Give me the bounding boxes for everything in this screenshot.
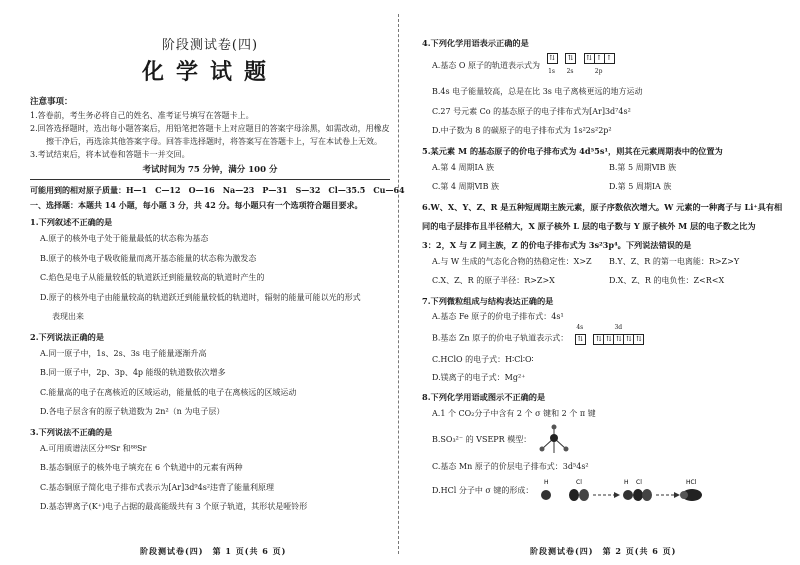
orbital-2p: ⇅ ↑ ↑ 2p	[584, 48, 614, 75]
option-c: C.27 号元素 Co 的基态原子的电子排布式为[Ar]3d⁷4s²	[432, 106, 631, 116]
label-h: H	[543, 478, 549, 486]
option-b-text: B.SO₃²⁻ 的 VSEPR 模型：	[432, 435, 532, 444]
option-b-text: B.基态 Zn 原子的价电子轨道表示式：	[432, 333, 569, 342]
option-a	[422, 50, 786, 82]
option-a: A.同一原子中，1s、2s、3s 电子能量逐渐升高	[40, 348, 207, 358]
notice-line: 1.答卷前，考生务必将自己的姓名、准考证号填写在答题卡上。	[30, 111, 254, 120]
orbital-diagram-o	[547, 48, 620, 80]
label-hcl: HCl	[685, 478, 697, 486]
options-row	[422, 271, 786, 291]
option-a: A.第 4 周期ⅠA 族	[432, 162, 494, 172]
question-4: 4.下列化学用语表示正确的是	[422, 38, 529, 48]
option-a: A.可用质谱法区分⁴⁰Sr 和⁸⁸Sr	[40, 443, 147, 453]
divider-line	[30, 179, 390, 180]
notice-line: 擦干净后，再选涂其他答案字母。回答非选择题时，将答案写在答题卡上，写在本试卷上无效。	[46, 137, 382, 146]
label-cl: Cl	[635, 478, 642, 486]
option-b: B.同一原子中，2p、3p、4p 能级的轨道数依次增多	[40, 368, 226, 377]
option-c: C.基态 Mn 原子的价层电子排布式：3d⁵4s²	[432, 462, 589, 471]
options-row	[422, 252, 786, 272]
option-d: D.基态钾离子(K⁺)电子占据的最高能级共有 3 个原子轨道，其形状是哑铃形	[40, 502, 308, 511]
option-c: C.能量高的电子在离核近的区域运动，能量低的电子在离核远的区域运动	[40, 387, 297, 397]
option-b: B.4s 电子能量较高，总是在比 3s 电子离核更远的地方运动	[432, 87, 643, 96]
label-h: H	[623, 478, 629, 486]
atomic-masses: 可能用到的相对原子质量：H—1 C—12 O—16 Na—23 P—31 S—32 Cl—35.5 Cu—64	[30, 185, 405, 195]
label-cl: Cl	[575, 478, 582, 486]
option-d: D.各电子层含有的原子轨道数为 2n²（n 为电子层）	[40, 407, 225, 416]
question-8: 8.下列化学用语或图示不正确的是	[422, 391, 546, 402]
question-6-cont: 3：2，X 与 Z 同主族，Z 的价电子排布式为 3s²3p⁴。下列说法错误的是	[422, 239, 692, 250]
option-d-cont: 表现出来	[52, 312, 84, 321]
option-b	[422, 423, 786, 457]
option-d: D.中子数为 8 的碳原子的电子排布式为 1s²2s²2p²	[432, 126, 612, 135]
option-b: B.第 5 周期ⅥB 族	[609, 162, 677, 172]
exam-title: 阶段测试卷(四)	[161, 38, 259, 53]
option-c: C.基态铜原子简化电子排布式表示为[Ar]3d⁹4s²违背了能量利原理	[40, 482, 275, 492]
option-c: C.焰色是电子从能量较低的轨道跃迁到能量较高的轨道时产生的	[40, 273, 265, 282]
option-a: A.1 个 CO₂分子中含有 2 个 σ 键和 2 个 π 键	[432, 408, 596, 418]
subject-title: 化学试题	[141, 60, 278, 85]
question-6-cont: 同的电子层排布且半径稍大，X 原子核外 L 层的电子数与 Y 原子核外 M 层的电子数之比为	[422, 220, 756, 231]
question-6: 6.W、X、Y、Z、R 是五种短周期主族元素，原子序数依次增大。W 元素的一种离子与 Li⁺具有相	[422, 201, 783, 212]
option-d	[422, 477, 786, 505]
page-footer: 阶段测试卷(四) 第 1 页(共 6 页)	[140, 546, 287, 556]
question-2: 2.下列说法正确的是	[30, 331, 105, 342]
option-c: C.X、Z、R 的原子半径：R>Z>X	[432, 276, 555, 285]
page-right	[400, 0, 800, 565]
option-d: D.第 5 周期ⅠA 族	[609, 182, 672, 191]
option-b: B.原子的核外电子吸收能量而离开基态能量的状态称为激发态	[40, 253, 257, 263]
options-row	[422, 177, 786, 197]
orbital-diagram-zn	[575, 324, 650, 349]
option-a: A.基态 Fe 原子的价电子排布式：4s¹	[432, 311, 564, 321]
option-d-text: D.HCl 分子中 σ 键的形成：	[432, 485, 534, 495]
option-a: A.与 W 生成的气态化合物的热稳定性：X>Z	[432, 256, 592, 266]
option-b	[422, 323, 786, 351]
notice-line: 2.回答选择题时，选出每小题答案后，用铅笔把答题卡上对应题目的答案字母涂黑，如需改动，用橡皮	[30, 124, 390, 133]
orbital-1s: ⇅ 1s	[547, 48, 557, 75]
option-c: C.HClO 的电子式：H∶Cl∶O∶	[432, 354, 534, 364]
page-footer: 阶段测试卷(四) 第 2 页(共 6 页)	[530, 546, 677, 556]
question-3: 3.下列说法不正确的是	[30, 426, 113, 437]
option-a: A.原子的核外电子处于能量最低的状态称为基态	[40, 234, 209, 243]
question-1: 1.下列叙述不正确的是	[30, 217, 113, 227]
question-7: 7.下列微粒组成与结构表达正确的是	[422, 295, 554, 306]
notice-heading: 注意事项：	[30, 97, 73, 107]
option-b: B.基态铜原子的核外电子填充在 6 个轨道中的元素有两种	[40, 463, 243, 472]
notice-line: 3.考试结束后，将本试卷和答题卡一并交回。	[30, 150, 190, 159]
orbital-4s: 4s ⇅	[575, 324, 585, 349]
page-divider	[398, 14, 399, 554]
exam-time: 考试时间为 75 分钟，满分 100 分	[142, 165, 278, 175]
option-d: D.原子的核外电子由能量较高的轨道跃迁到能量较低的轨道时，辐射的能量可能以光的形式	[40, 292, 361, 302]
orbital-2s: ⇅ 2s	[565, 48, 575, 75]
section-title: 一、选择题：本题共 14 小题，每小题 3 分，共 42 分。每小题只有一个选项符合题目要求。	[30, 200, 363, 210]
question-5: 5.某元素 M 的基态原子的价电子排布式为 4d⁵5s¹，则其在元素周期表中的位置为	[422, 145, 723, 156]
vsepr-model-image	[534, 424, 574, 456]
options-row	[422, 158, 786, 178]
hcl-sigma-bond-image	[536, 477, 716, 505]
option-a-text: A.基态 O 原子的轨道表示式为	[432, 61, 540, 70]
option-b: B.Y、Z、R 的第一电离能：R>Z>Y	[609, 256, 740, 266]
option-d: D.X、Z、R 的电负性：Z<R<X	[609, 276, 725, 285]
orbital-3d: 3d ⇅ ⇅ ⇅ ⇅ ⇅	[593, 324, 643, 349]
option-d: D.镁离子的电子式：Mg²⁺	[432, 372, 526, 382]
option-c: C.第 4 周期ⅥB 族	[432, 182, 500, 191]
